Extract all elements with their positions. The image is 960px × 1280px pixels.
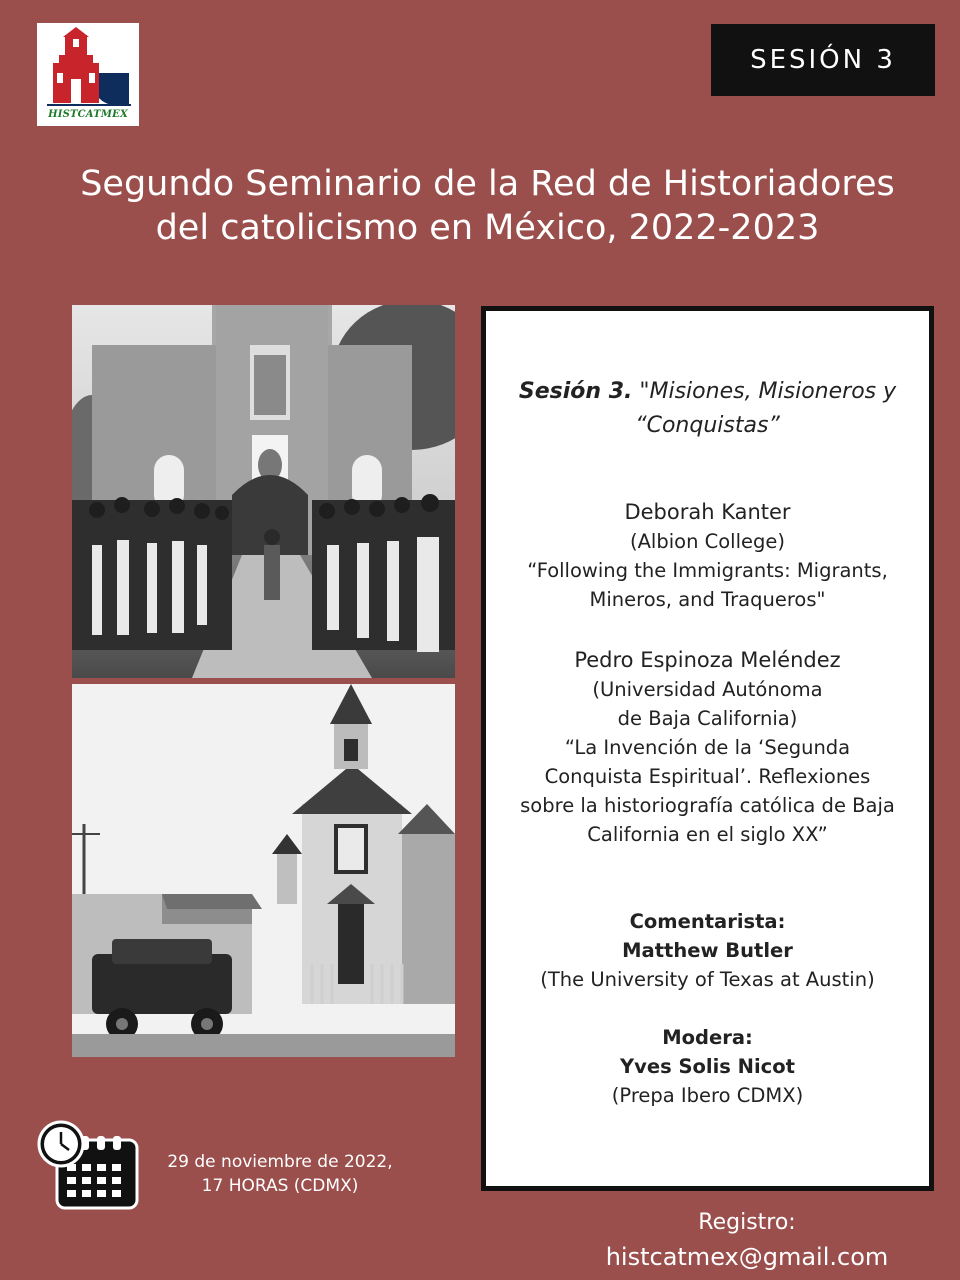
speaker-2-talk-line-2: Conquista Espiritual’. Reflexiones (544, 765, 871, 788)
histcatmex-logo (37, 23, 139, 126)
session-title (498, 375, 917, 443)
commentator-name: Matthew Butler (622, 939, 793, 962)
registration-label: Registro: (698, 1210, 796, 1235)
moderator-affiliation: (Prepa Ibero CDMX) (611, 1084, 804, 1107)
speaker-1 (496, 498, 919, 614)
logo-label: HISTCATMEX (48, 109, 128, 120)
calendar-clock-icon (37, 1120, 157, 1212)
session-name-line-1: "Misiones, Misioneros y (639, 379, 897, 404)
speaker-2-affiliation-line-2: de Baja California) (617, 707, 798, 730)
speaker-1-talk-line-2: Mineros, and Traqueros" (589, 588, 826, 611)
registration (560, 1206, 934, 1274)
page-title (40, 162, 935, 250)
commentator-affiliation: (The University of Texas at Austin) (540, 968, 875, 991)
title-line-1: Segundo Seminario de la Red de Historiadores (80, 164, 895, 204)
event-date-line-1: 29 de noviembre de 2022, (167, 1152, 393, 1172)
speaker-2-talk-line-1: “La Invención de la ‘Segunda (564, 736, 851, 759)
title-line-2: del catolicismo en México, 2022-2023 (155, 208, 820, 248)
session-badge: SESIÓN 3 (711, 24, 935, 96)
mission-chapel-photo (72, 684, 455, 1057)
speaker-2-affiliation-line-1: (Universidad Autónoma (592, 678, 823, 701)
speaker-2 (496, 646, 919, 849)
speaker-2-talk-line-3: sobre la historiografía católica de Baja (520, 794, 895, 817)
speaker-1-name: Deborah Kanter (624, 500, 791, 524)
speaker-2-name: Pedro Espinoza Meléndez (574, 648, 841, 672)
moderator-label: Modera: (662, 1026, 753, 1049)
speaker-1-talk-line-1: “Following the Immigrants: Migrants, (527, 559, 888, 582)
session-name-line-2: “Conquistas” (635, 413, 780, 438)
church-procession-photo (72, 305, 455, 678)
commentator-label: Comentarista: (629, 910, 786, 933)
event-date (150, 1150, 410, 1198)
event-date-line-2: 17 HORAS (CDMX) (201, 1176, 359, 1196)
moderator-name: Yves Solis Nicot (620, 1055, 795, 1078)
commentator (496, 907, 919, 994)
registration-email-link[interactable]: histcatmex@gmail.com (605, 1243, 889, 1271)
speaker-1-affiliation: (Albion College) (629, 530, 785, 553)
session-info-box (481, 306, 934, 1191)
moderator (496, 1023, 919, 1110)
speaker-2-talk-line-4: California en el siglo XX” (587, 823, 828, 846)
session-label: Sesión 3. (518, 379, 633, 404)
